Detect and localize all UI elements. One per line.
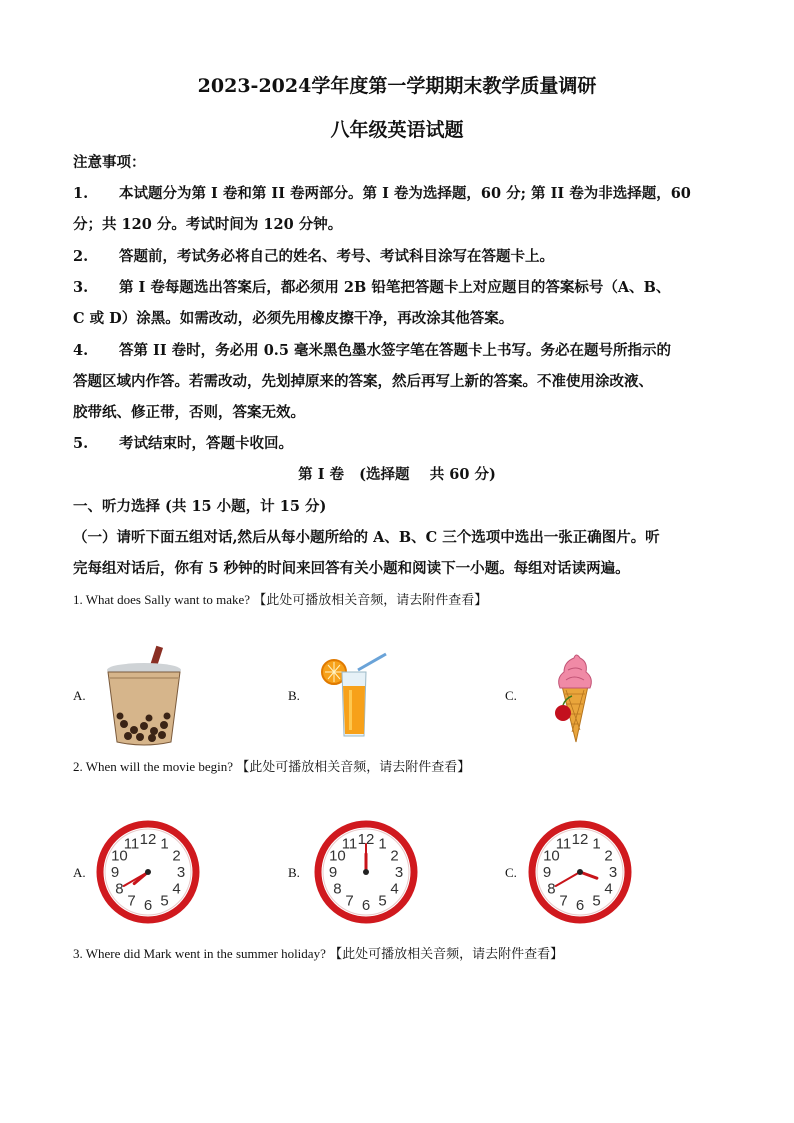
clock-center bbox=[145, 869, 151, 875]
note-1 bbox=[73, 182, 691, 203]
note-3-cont: C 或 D）涂黑。如需改动，必须先用橡皮擦干净，再改涂其他答案。 bbox=[73, 310, 514, 327]
clock-number: 3 bbox=[176, 864, 186, 881]
note-number: 4. bbox=[73, 342, 89, 359]
exam-subtitle: 八年级英语试题 bbox=[330, 119, 464, 141]
option-label-a: A. bbox=[73, 688, 86, 703]
clock-number: 7 bbox=[345, 892, 354, 910]
ice-cream-cone-image bbox=[552, 650, 598, 744]
orange-juice-image bbox=[320, 650, 390, 738]
clock-number: 3 bbox=[394, 864, 404, 881]
question-3: 3. Where did Mark went in the summer holiday? 【此处可播放相关音频，请去附件查看】 bbox=[73, 946, 564, 961]
note-text: 答第 II 卷时，务必用 0.5 毫米黑色墨水签字笔在答题卡上书写。务必在题号所指示的 bbox=[119, 342, 671, 359]
clock-number: 11 bbox=[555, 835, 572, 853]
clock-number: 8 bbox=[547, 880, 556, 898]
clock-number: 5 bbox=[592, 892, 601, 910]
clock-number: 6 bbox=[575, 897, 585, 914]
subsection-instructions-cont: 完每组对话后，你有 5 秒钟的时间来回答有关小题和阅读下一小题。每组对话读两遍。 bbox=[73, 560, 630, 577]
note-text: 第 I 卷每题选出答案后，都必须用 2B 铅笔把答题卡上对应题目的答案标号（A、B、 bbox=[119, 279, 671, 296]
option-label-c: C. bbox=[505, 688, 517, 703]
clock-number: 6 bbox=[143, 897, 153, 914]
clock-number: 2 bbox=[172, 847, 181, 865]
clock-number: 10 bbox=[329, 847, 346, 865]
exam-title: 2023-2024学年度第一学期期末教学质量调研 bbox=[197, 75, 597, 97]
note-text: 本试题分为第 I 卷和第 II 卷两部分。第 I 卷为选择题，60 分; 第 II 卷为非选择题，60 bbox=[119, 185, 691, 202]
clock-number: 3 bbox=[608, 864, 618, 881]
clock-number: 5 bbox=[160, 892, 169, 910]
clock-center bbox=[577, 869, 583, 875]
note-3 bbox=[73, 276, 670, 297]
note-number: 1. bbox=[73, 185, 89, 202]
part-one-heading: 第 I 卷 (选择题 共 60 分) bbox=[298, 466, 496, 483]
clock-number: 7 bbox=[127, 892, 136, 910]
notes-heading: 注意事项： bbox=[73, 154, 146, 171]
note-2 bbox=[73, 245, 554, 266]
bubble-tea-image bbox=[104, 644, 184, 746]
option-label-b: B. bbox=[288, 688, 300, 703]
clock-number: 7 bbox=[559, 892, 568, 910]
option-label-b: B. bbox=[288, 865, 300, 880]
clock-center bbox=[363, 869, 369, 875]
option-label-a: A. bbox=[73, 865, 86, 880]
note-5 bbox=[73, 432, 293, 453]
subsection-instructions: （一）请听下面五组对话,然后从每小题所给的 A、B、C 三个选项中选出一张正确图片。听 bbox=[73, 529, 660, 546]
clock-number: 9 bbox=[328, 864, 338, 881]
clock-number: 12 bbox=[357, 831, 375, 848]
section-listening-heading: 一、听力选择 (共 15 小题，计 15 分) bbox=[73, 498, 327, 515]
clock-number: 1 bbox=[378, 835, 387, 853]
clock-number: 11 bbox=[341, 835, 358, 853]
clock-number: 9 bbox=[542, 864, 552, 881]
clock-number: 8 bbox=[333, 880, 342, 898]
clock-number: 9 bbox=[110, 864, 120, 881]
question-1: 1. What does Sally want to make? 【此处可播放相关音频，请去附件查看】 bbox=[73, 592, 488, 607]
note-4-cont: 答题区域内作答。若需改动，先划掉原来的答案，然后再写上新的答案。不准使用涂改液、 bbox=[73, 373, 653, 390]
note-1-cont: 分；共 120 分。考试时间为 120 分钟。 bbox=[73, 216, 343, 233]
clock-number: 11 bbox=[123, 835, 140, 853]
clock-number: 8 bbox=[115, 880, 124, 898]
note-number: 3. bbox=[73, 279, 89, 296]
clock-number: 4 bbox=[390, 880, 399, 898]
clock-number: 6 bbox=[361, 897, 371, 914]
clock-number: 2 bbox=[390, 847, 399, 865]
option-label-c: C. bbox=[505, 865, 517, 880]
clock-b-image bbox=[314, 820, 418, 924]
clock-number: 10 bbox=[543, 847, 560, 865]
clock-number: 1 bbox=[160, 835, 169, 853]
clock-number: 4 bbox=[172, 880, 181, 898]
note-4 bbox=[73, 339, 671, 360]
note-number: 2. bbox=[73, 248, 89, 265]
note-text: 考试结束时，答题卡收回。 bbox=[119, 435, 293, 452]
clock-number: 10 bbox=[111, 847, 128, 865]
clock-c-image bbox=[528, 820, 632, 924]
clock-number: 5 bbox=[378, 892, 387, 910]
clock-number: 12 bbox=[139, 831, 157, 848]
note-text: 答题前，考试务必将自己的姓名、考号、考试科目涂写在答题卡上。 bbox=[119, 248, 554, 265]
note-4-cont2: 胶带纸、修正带，否则，答案无效。 bbox=[73, 404, 305, 421]
clock-number: 12 bbox=[571, 831, 589, 848]
clock-a-image bbox=[96, 820, 200, 924]
clock-number: 4 bbox=[604, 880, 613, 898]
question-2: 2. When will the movie begin? 【此处可播放相关音频，请去附件查看】 bbox=[73, 759, 471, 774]
clock-number: 1 bbox=[592, 835, 601, 853]
clock-number: 2 bbox=[604, 847, 613, 865]
note-number: 5. bbox=[73, 435, 89, 452]
